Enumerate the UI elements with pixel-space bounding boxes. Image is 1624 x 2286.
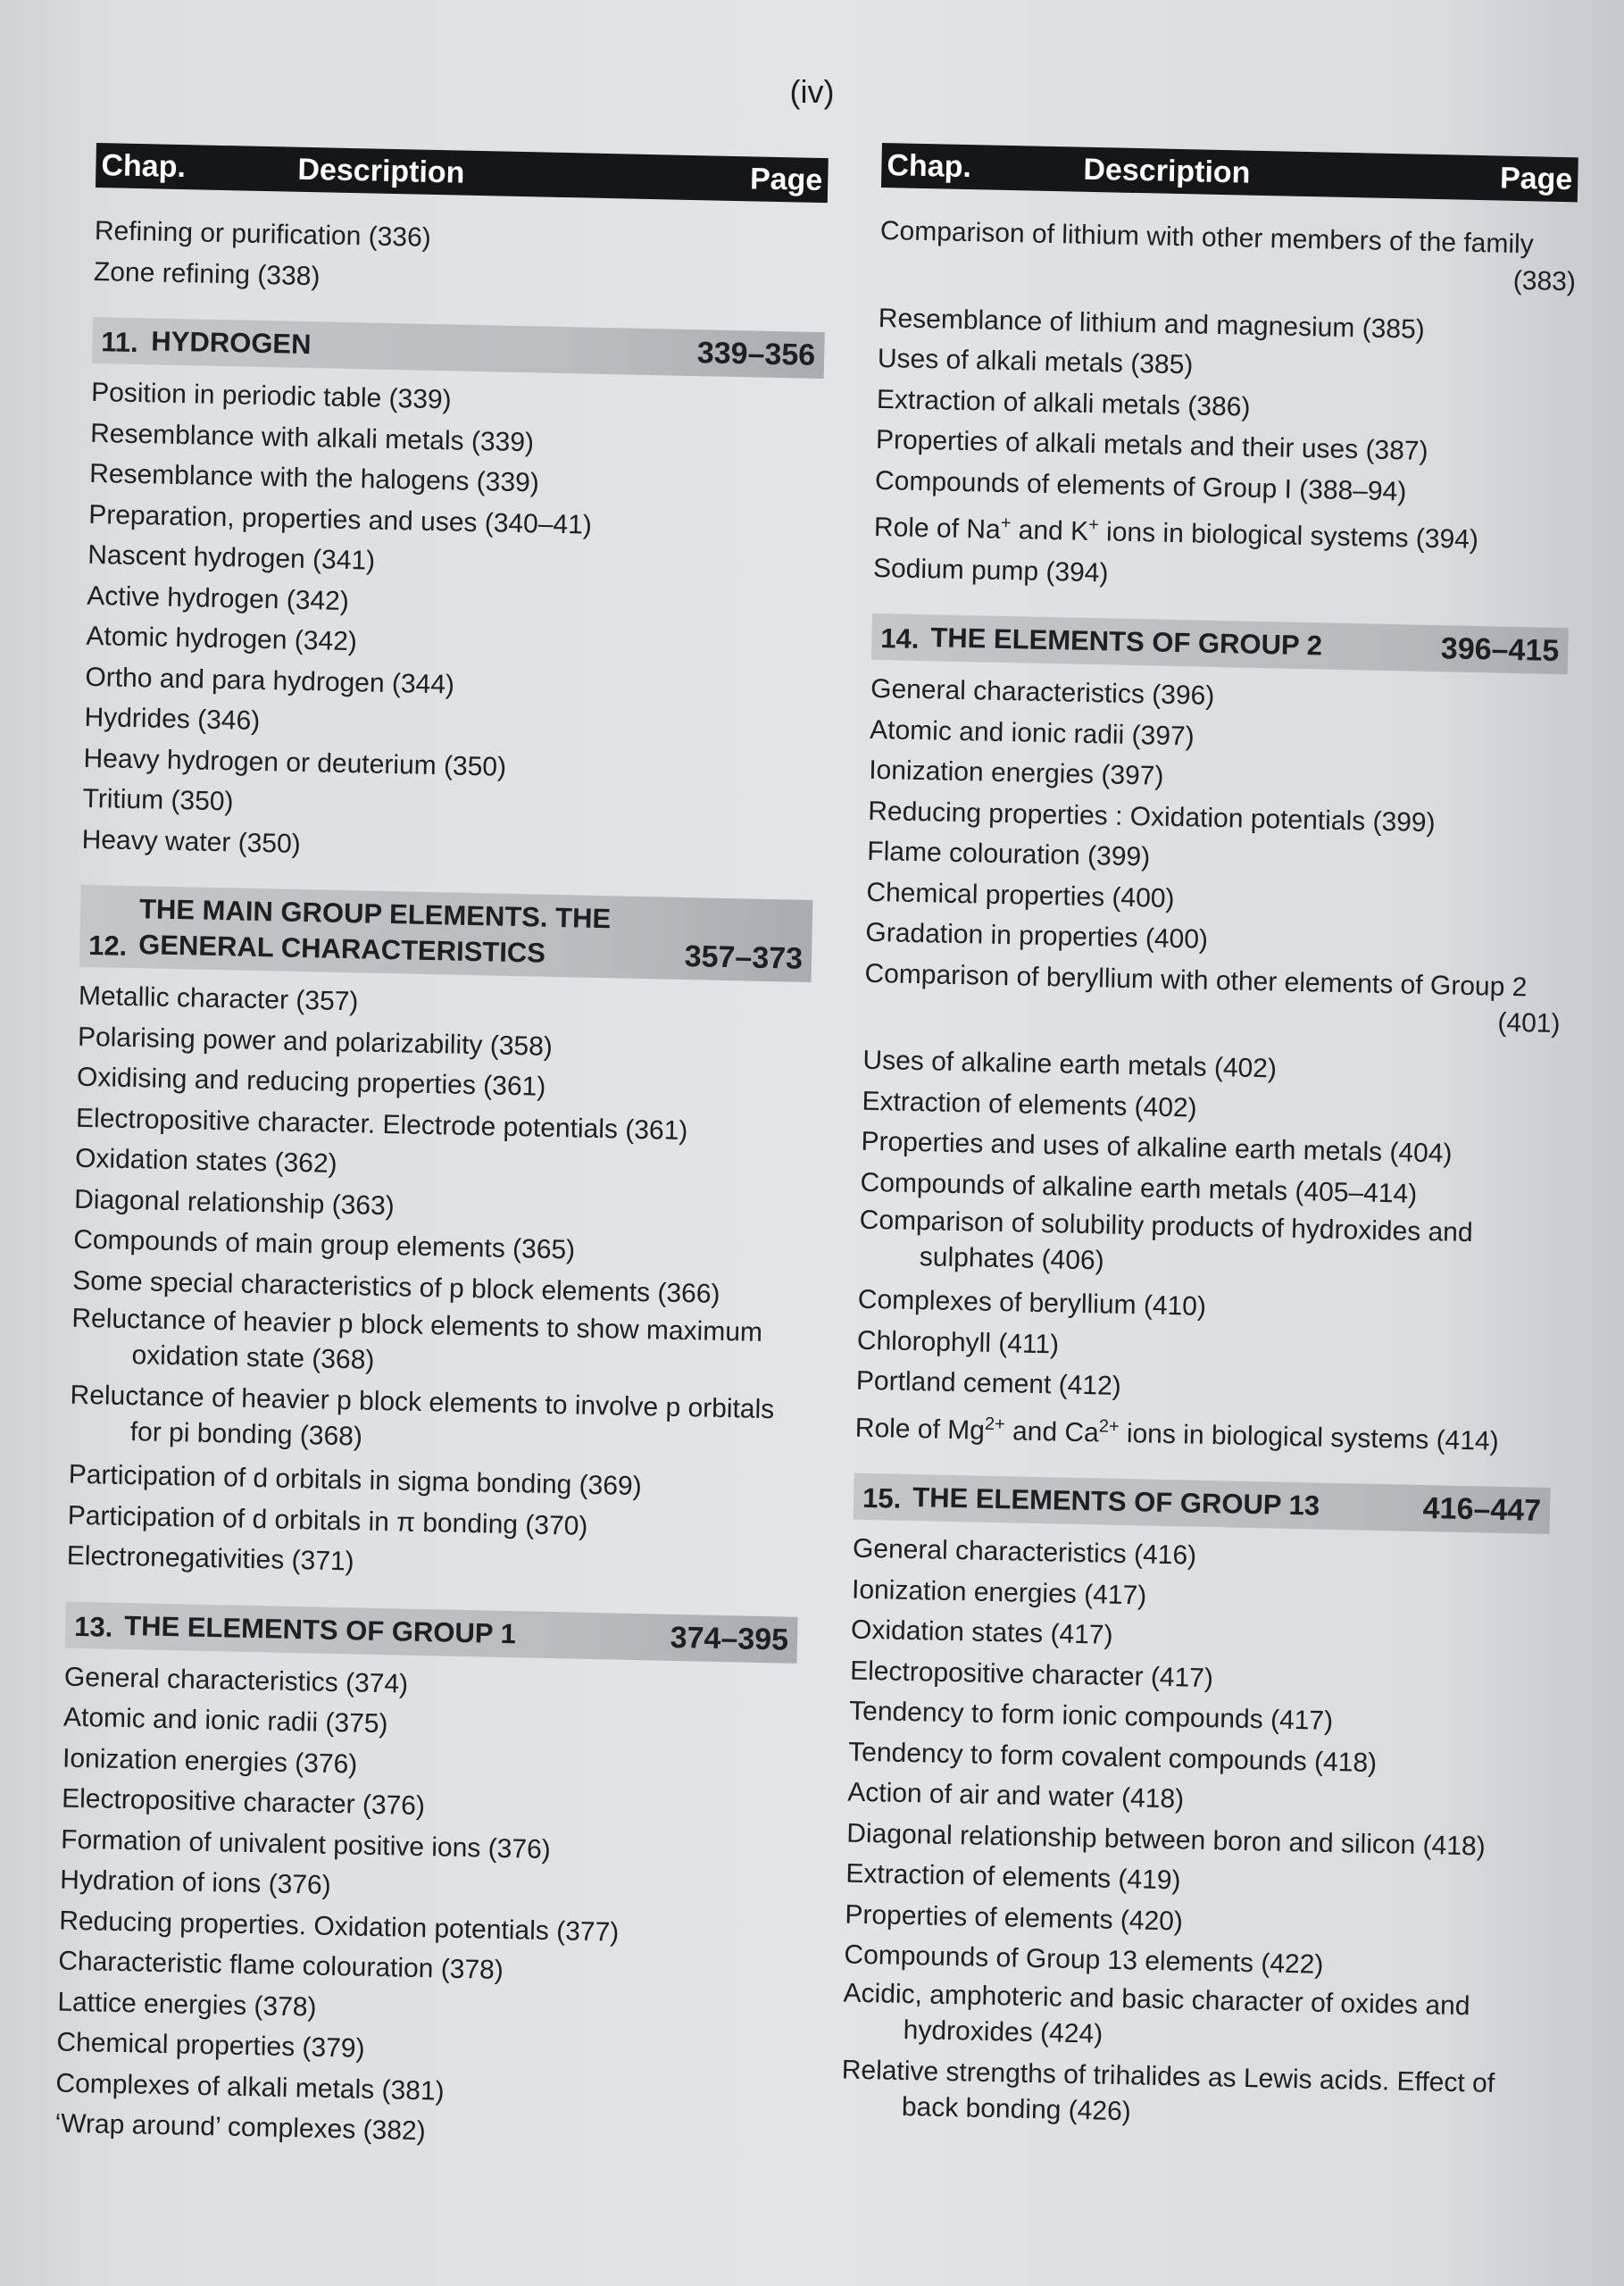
chapter-heading-13 bbox=[65, 1601, 798, 1663]
toc-entry: Hydration of ions (376) bbox=[59, 1865, 332, 1900]
toc-entry: Ionization energies (376) bbox=[62, 1743, 358, 1780]
toc-entry: Electropositive character (376) bbox=[61, 1783, 426, 1822]
toc-entry: Participation of d orbitals in π bonding (370) bbox=[67, 1500, 588, 1541]
chapter-title: THE ELEMENTS OF GROUP 1 bbox=[123, 1609, 517, 1649]
chapter-page-range: 374–395 bbox=[670, 1620, 789, 1657]
header-description: Description bbox=[1083, 152, 1251, 190]
chapter-heading-15 bbox=[854, 1473, 1551, 1534]
header-chap: Chap. bbox=[887, 147, 972, 184]
toc-entry: Uses of alkali metals (385) bbox=[877, 343, 1194, 380]
toc-entry: Ionization energies (417) bbox=[851, 1574, 1147, 1611]
toc-entry: Participation of d orbitals in sigma bonding (369) bbox=[68, 1459, 643, 1502]
chapter-title: THE ELEMENTS OF GROUP 2 bbox=[930, 622, 1323, 662]
chapter-number: 11. bbox=[100, 326, 139, 359]
toc-entry: General characteristics (416) bbox=[852, 1533, 1197, 1571]
toc-entry: Resemblance with alkali metals (339) bbox=[89, 418, 535, 457]
chapter-title: HYDROGEN bbox=[151, 325, 312, 361]
toc-entry: Compounds of elements of Group I (388–94) bbox=[874, 465, 1407, 506]
chapter-page-range: 396–415 bbox=[1440, 631, 1560, 669]
toc-entry: ‘Wrap around’ complexes (382) bbox=[54, 2108, 426, 2147]
toc-entry: Ortho and para hydrogen (344) bbox=[85, 662, 455, 700]
toc-entry: Compounds of Group 13 elements (422) bbox=[844, 1940, 1324, 1980]
toc-entry: Polarising power and polarizability (358) bbox=[77, 1022, 554, 1062]
chapter-number: 13. bbox=[73, 1610, 113, 1643]
toc-entry: Extraction of elements (419) bbox=[845, 1858, 1181, 1896]
toc-entry: Sodium pump (394) bbox=[872, 553, 1109, 588]
chapter-page-range: 339–356 bbox=[696, 336, 816, 372]
toc-entry: Refining or purification (336) bbox=[94, 215, 432, 253]
toc-entry: Ionization energies (397) bbox=[868, 755, 1164, 791]
chapter-number: 14. bbox=[880, 622, 920, 655]
toc-entry: Oxidation states (362) bbox=[74, 1143, 337, 1179]
toc-entry: Reluctance of heavier p block elements to show maximum oxidation state (368) bbox=[71, 1303, 763, 1375]
toc-entry: Compounds of main group elements (365) bbox=[72, 1224, 576, 1265]
toc-entry: Compounds of alkaline earth metals (405–414) bbox=[860, 1167, 1418, 1209]
toc-entry: Tritium (350) bbox=[82, 783, 234, 817]
toc-entry: Metallic character (357) bbox=[78, 980, 359, 1017]
toc-entry: Lattice energies (378) bbox=[57, 1987, 317, 2023]
toc-entry: Preparation, properties and uses (340–41) bbox=[87, 499, 593, 540]
toc-entry: Tendency to form ionic compounds (417) bbox=[848, 1696, 1334, 1736]
toc-entry: Atomic and ionic radii (375) bbox=[62, 1702, 388, 1740]
toc-entry: Relative strengths of trihalides as Lewis acids. Effect of back bonding (426) bbox=[841, 2055, 1495, 2126]
column-header bbox=[96, 143, 829, 203]
toc-entry: Diagonal relationship (363) bbox=[73, 1184, 396, 1221]
toc-entry: Resemblance of lithium and magnesium (385) bbox=[878, 303, 1426, 345]
chapter-number: 12. bbox=[87, 930, 128, 962]
chapter-heading-11 bbox=[92, 317, 825, 379]
toc-entry-page: (383) bbox=[1512, 265, 1577, 296]
toc-entry-page: (401) bbox=[1497, 1007, 1561, 1039]
column-header bbox=[881, 143, 1578, 202]
toc-entry: Atomic hydrogen (342) bbox=[86, 621, 358, 657]
toc-entry: Action of air and water (418) bbox=[846, 1777, 1185, 1815]
toc-entry: Oxidising and reducing properties (361) bbox=[76, 1062, 546, 1102]
toc-entry: Portland cement (412) bbox=[855, 1365, 1122, 1401]
toc-entry: Comparison of lithium with other members of the family bbox=[879, 215, 1535, 260]
toc-entry: Complexes of beryllium (410) bbox=[857, 1284, 1207, 1322]
chapter-page-range: 357–373 bbox=[684, 939, 804, 976]
toc-entry: Comparison of beryllium with other elements of Group 2 bbox=[864, 958, 1528, 1002]
header-description: Description bbox=[297, 152, 465, 190]
header-page: Page bbox=[749, 161, 823, 197]
toc-entry: Tendency to form covalent compounds (418) bbox=[847, 1737, 1378, 1778]
toc-entry: Chlorophyll (411) bbox=[856, 1325, 1060, 1359]
chapter-heading-14 bbox=[871, 613, 1569, 674]
chapter-heading-12 bbox=[79, 885, 813, 982]
toc-entry: Uses of alkaline earth metals (402) bbox=[862, 1045, 1278, 1084]
toc-entry: Properties of elements (420) bbox=[845, 1899, 1184, 1936]
toc-entry: Reducing properties : Oxidation potentials (399) bbox=[867, 796, 1436, 838]
header-page: Page bbox=[1499, 161, 1573, 196]
toc-entry: Reducing properties. Oxidation potentials (377) bbox=[58, 1906, 620, 1948]
toc-entry: Resemblance with the halogens (339) bbox=[88, 458, 540, 498]
toc-entry: Hydrides (346) bbox=[84, 702, 261, 736]
toc-entry: Extraction of elements (402) bbox=[862, 1086, 1197, 1123]
toc-entry: Acidic, amphoteric and basic character of oxides and hydroxides (424) bbox=[843, 1978, 1470, 2049]
left-column bbox=[54, 143, 829, 2159]
page-folio: (iv) bbox=[789, 73, 835, 110]
toc-entry: Zone refining (338) bbox=[93, 256, 321, 291]
chapter-page-range: 416–447 bbox=[1422, 1491, 1542, 1528]
toc-entry-ions: Role of $Mg^{2+}$ and $Ca^{2+}$ ions in biological systems (414) bbox=[854, 1413, 1500, 1456]
toc-entry: Chemical properties (400) bbox=[866, 877, 1175, 914]
toc-entry: Electronegativities (371) bbox=[66, 1540, 354, 1577]
toc-entry: Properties and uses of alkaline earth metals (404) bbox=[861, 1126, 1453, 1169]
toc-entry: Properties of alkali metals and their uses (387) bbox=[875, 424, 1428, 466]
chapter-title: THE MAIN GROUP ELEMENTS. THE GENERAL CHARACTERISTICS bbox=[137, 893, 612, 969]
chapter-number: 15. bbox=[862, 1481, 902, 1514]
toc-entry: Diagonal relationship between boron and silicon (418) bbox=[846, 1818, 1487, 1862]
toc-entry: Reluctance of heavier p block elements to involve p orbitals for pi bonding (368) bbox=[70, 1380, 775, 1452]
toc-entry: Comparison of solubility products of hydroxides and sulphates (406) bbox=[859, 1205, 1473, 1276]
toc-entry: Active hydrogen (342) bbox=[87, 580, 350, 616]
toc-entry: Complexes of alkali metals (381) bbox=[55, 2068, 445, 2107]
toc-entry: Electropositive character (417) bbox=[849, 1656, 1214, 1693]
toc-entry: General characteristics (396) bbox=[870, 673, 1215, 711]
toc-entry: Gradation in properties (400) bbox=[865, 917, 1209, 955]
toc-entry: Atomic and ionic radii (397) bbox=[869, 714, 1195, 751]
toc-entry: Nascent hydrogen (341) bbox=[87, 539, 376, 576]
toc-entry: Heavy hydrogen or deuterium (350) bbox=[83, 743, 507, 782]
toc-entry: Characteristic flame colouration (378) bbox=[58, 1946, 504, 1985]
toc-entry: Formation of univalent positive ions (376) bbox=[60, 1824, 552, 1865]
right-column bbox=[840, 143, 1578, 2143]
header-chap: Chap. bbox=[101, 147, 187, 184]
toc-entry: Position in periodic table (339) bbox=[90, 377, 452, 415]
toc-entry: Electropositive character. Electrode potentials (361) bbox=[75, 1103, 688, 1146]
toc-entry: Chemical properties (379) bbox=[56, 2027, 365, 2064]
toc-entry: Flame colouration (399) bbox=[867, 836, 1151, 872]
toc-entry: Heavy water (350) bbox=[81, 824, 302, 859]
toc-entry: General characteristics (374) bbox=[63, 1662, 409, 1699]
toc-entry: Some special characteristics of p block elements (366) bbox=[71, 1265, 720, 1309]
toc-entry-ions: Role of Na+ and K+ ions in biological systems (394) bbox=[873, 512, 1479, 555]
toc-entry: Extraction of alkali metals (386) bbox=[876, 384, 1251, 422]
toc-entry: Oxidation states (417) bbox=[850, 1614, 1113, 1650]
chapter-title: THE ELEMENTS OF GROUP 13 bbox=[912, 1481, 1320, 1522]
